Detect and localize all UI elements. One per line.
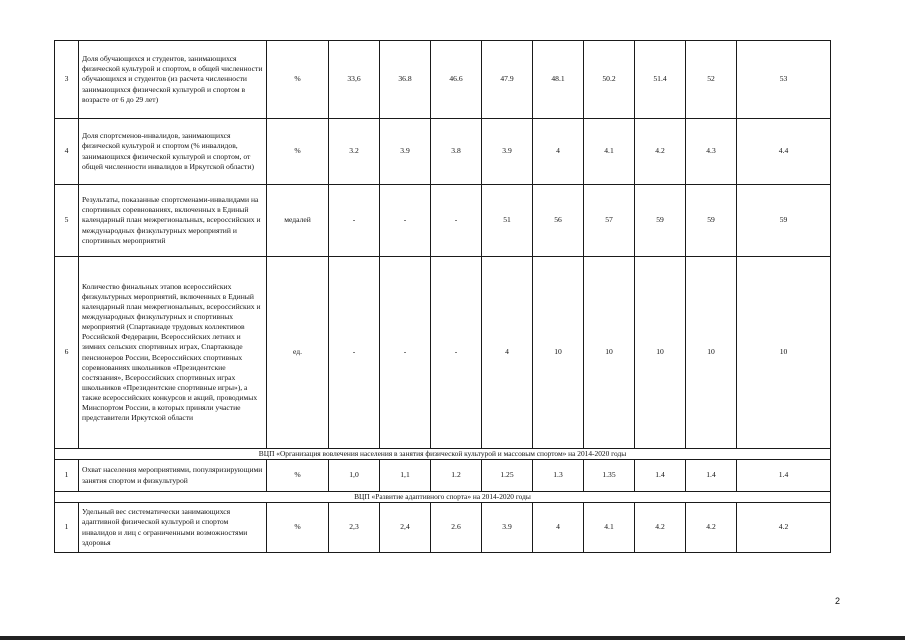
value-cell: 2,3 (329, 503, 380, 553)
scan-bottom-edge (0, 636, 905, 640)
value-cell: 4.4 (737, 119, 831, 185)
row-number: 6 (55, 257, 79, 449)
value-cell: 1,1 (380, 460, 431, 492)
value-cell: 46.6 (431, 41, 482, 119)
indicator-description: Результаты, показанные спортсменами-инвалидами на спортивных соревнованиях, включенных в Единый календарный план межрегиональных, всероссийских и международных физкультурных мероприятий и спортивных мероприятий (79, 185, 267, 257)
unit-cell: % (267, 503, 329, 553)
value-cell: - (329, 257, 380, 449)
row-number: 1 (55, 503, 79, 553)
unit-cell: % (267, 460, 329, 492)
section-title: ВЦП «Развитие адаптивного спорта» на 2014-2020 годы (55, 492, 831, 503)
unit-cell: % (267, 119, 329, 185)
value-cell: - (380, 257, 431, 449)
value-cell: 1.4 (737, 460, 831, 492)
value-cell: 59 (635, 185, 686, 257)
value-cell: 51.4 (635, 41, 686, 119)
value-cell: 36.8 (380, 41, 431, 119)
value-cell: 56 (533, 185, 584, 257)
indicators-table (54, 40, 831, 553)
table-row (55, 503, 831, 553)
value-cell: 3.9 (482, 503, 533, 553)
value-cell: 10 (533, 257, 584, 449)
value-cell: 53 (737, 41, 831, 119)
row-number: 4 (55, 119, 79, 185)
table-row (55, 185, 831, 257)
value-cell: 33,6 (329, 41, 380, 119)
value-cell: - (431, 257, 482, 449)
value-cell: 47.9 (482, 41, 533, 119)
value-cell: 48.1 (533, 41, 584, 119)
table-row (55, 119, 831, 185)
indicator-description: Доля спортсменов-инвалидов, занимающихся физической культурой и спортом (% инвалидов, занимающихся физической культурой и спортом, от общей численности инвалидов в Иркутской области) (79, 119, 267, 185)
section-row (55, 492, 831, 503)
value-cell: 1.4 (635, 460, 686, 492)
value-cell: 1.3 (533, 460, 584, 492)
row-number: 5 (55, 185, 79, 257)
value-cell: 10 (686, 257, 737, 449)
table-row (55, 41, 831, 119)
value-cell: 10 (737, 257, 831, 449)
value-cell: 1.35 (584, 460, 635, 492)
value-cell: 2.6 (431, 503, 482, 553)
indicator-description: Количество финальных этапов всероссийских физкультурных мероприятий, включенных в Единый календарный план межрегиональных, всероссийских и международных физкультурных и спортивных мероприятий (Спартакиаде трудовых коллективов Российской Федерации, Всероссийских летних и зимних сельских спортивных играх, Спартакиаде пенсионеров России, Всероссийских спортивных соревнованиях школьников «Президентские состязания», Всероссийских спортивных играх школьников «Президентские спортивные игры»), а также всероссийских конкурсов и акций, проводимых Минспортом России, в которых приняли участие представители Иркутской области (79, 257, 267, 449)
row-number: 1 (55, 460, 79, 492)
page-number: 2 (835, 596, 841, 606)
unit-cell: ед. (267, 257, 329, 449)
value-cell: 1,0 (329, 460, 380, 492)
value-cell: 4.2 (635, 119, 686, 185)
value-cell: - (329, 185, 380, 257)
value-cell: - (431, 185, 482, 257)
value-cell: 4.2 (686, 503, 737, 553)
value-cell: 10 (635, 257, 686, 449)
value-cell: 2,4 (380, 503, 431, 553)
value-cell: 1.4 (686, 460, 737, 492)
value-cell: 4.1 (584, 119, 635, 185)
value-cell: 3.8 (431, 119, 482, 185)
value-cell: 59 (686, 185, 737, 257)
value-cell: 4 (482, 257, 533, 449)
unit-cell: медалей (267, 185, 329, 257)
indicator-description: Охват населения мероприятиями, популяризирующими занятия спортом и физкультурой (79, 460, 267, 492)
indicator-description: Удельный вес систематически занимающихся адаптивной физической культурой и спортом инвалидов и лиц с ограниченными возможностями здоровья (79, 503, 267, 553)
value-cell: 1.25 (482, 460, 533, 492)
indicator-description: Доля обучающихся и студентов, занимающихся физической культурой и спортом, в общей численности обучающихся и студентов (из расчета численности занимающихся физической культурой и спортом в возрасте от 6 до 29 лет) (79, 41, 267, 119)
value-cell: 3.2 (329, 119, 380, 185)
value-cell: 4.1 (584, 503, 635, 553)
value-cell: 10 (584, 257, 635, 449)
value-cell: 1.2 (431, 460, 482, 492)
value-cell: 4.2 (635, 503, 686, 553)
value-cell: - (380, 185, 431, 257)
unit-cell: % (267, 41, 329, 119)
value-cell: 51 (482, 185, 533, 257)
value-cell: 59 (737, 185, 831, 257)
table-row (55, 257, 831, 449)
value-cell: 57 (584, 185, 635, 257)
value-cell: 4 (533, 503, 584, 553)
section-title: ВЦП «Организация вовлечения населения в занятия физической культурой и массовым спортом» на 2014-2020 годы (55, 449, 831, 460)
value-cell: 4.3 (686, 119, 737, 185)
value-cell: 52 (686, 41, 737, 119)
row-number: 3 (55, 41, 79, 119)
value-cell: 3.9 (380, 119, 431, 185)
value-cell: 3.9 (482, 119, 533, 185)
value-cell: 4 (533, 119, 584, 185)
value-cell: 4.2 (737, 503, 831, 553)
table-row (55, 460, 831, 492)
value-cell: 50.2 (584, 41, 635, 119)
section-row (55, 449, 831, 460)
